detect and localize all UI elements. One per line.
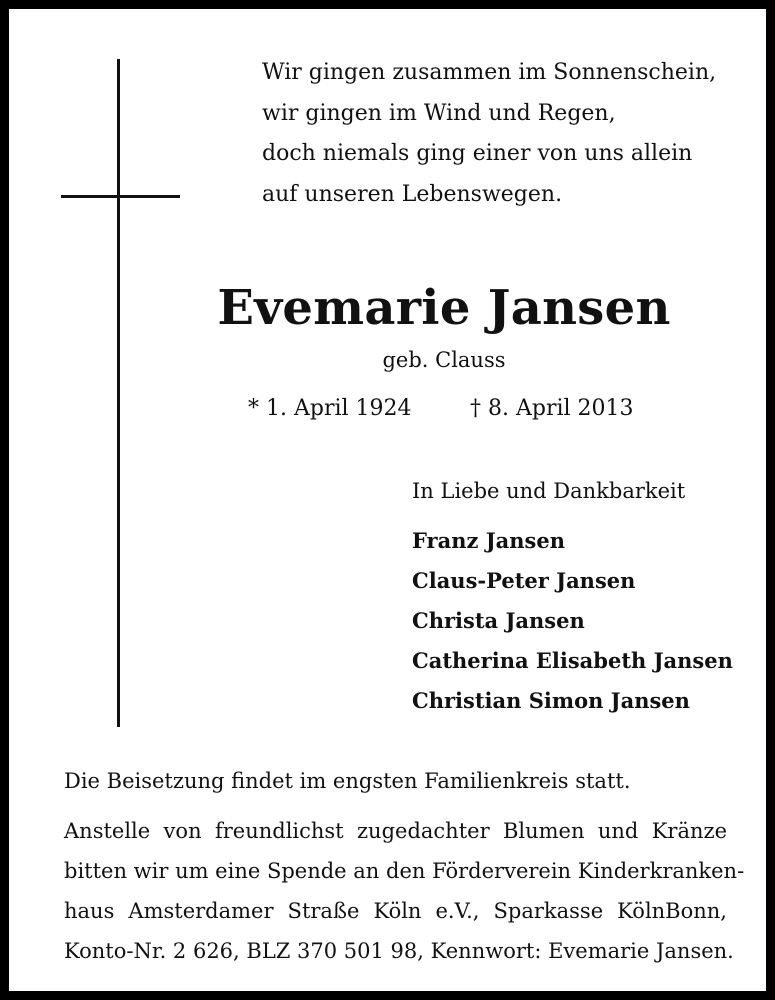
burial-notice: Die Beisetzung findet im engsten Familienkreis statt. [64,769,631,793]
mourners-intro: In Liebe und Dankbarkeit [412,479,686,503]
donation-line: Konto-Nr. 2 626, BLZ 370 501 98, Kennwort: Evemarie Jansen. [64,939,734,963]
cross-horizontal-bar [61,195,180,198]
donation-line: Anstelle von freundlichst zugedachter Blumen und Kränze [64,819,727,843]
deceased-name: Evemarie Jansen [217,280,671,336]
death-date: † 8. April 2013 [470,396,634,421]
memorial-poem [262,53,716,215]
donation-line: haus Amsterdamer Straße Köln e.V., Sparkasse KölnBonn, [64,899,727,923]
mourner-name: Christa Jansen [412,608,585,633]
poem-line: doch niemals ging einer von uns allein [262,141,693,166]
donation-request [64,811,745,971]
mourner-name: Franz Jansen [412,528,565,553]
cross-vertical-bar [117,59,120,727]
poem-line: Wir gingen zusammen im Sonnenschein, [262,60,717,85]
mourners-list [412,521,733,721]
mourner-name: Claus-Peter Jansen [412,568,636,593]
birth-date: * 1. April 1924 [248,396,412,421]
poem-line: wir gingen im Wind und Regen, [262,100,616,126]
mourner-name: Catherina Elisabeth Jansen [412,648,733,673]
donation-line: bitten wir um eine Spende an den Förderverein Kinderkranken- [64,859,745,883]
poem-line: auf unseren Lebenswegen. [262,181,563,207]
mourner-name: Christian Simon Jansen [412,688,690,713]
maiden-name: geb. Clauss [382,348,506,372]
